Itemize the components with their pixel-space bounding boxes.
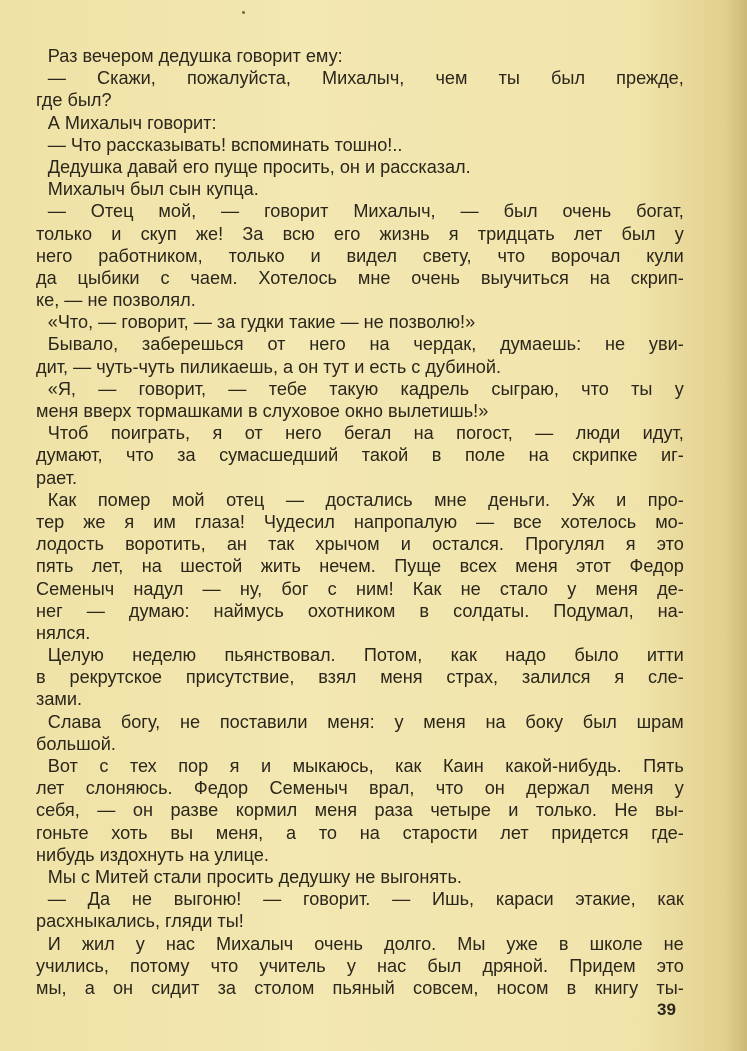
- paragraph: [36, 45, 697, 67]
- text-line: дит, — чуть-чуть пиликаешь, а он тут и есть с дубиной.: [36, 355, 502, 377]
- text-line: Бывало, заберешься от него на чердак, думаешь: не уви-: [47, 333, 684, 355]
- text-line: Раз вечером дедушка говорит ему:: [47, 45, 343, 66]
- paragraph: [36, 134, 697, 156]
- text-line: — Отец мой, — говорит Михалыч, — был очень богат,: [47, 200, 684, 222]
- page-body-text: [36, 45, 697, 999]
- text-line: Слава богу, не поставили меня: у меня на боку был шрам: [47, 710, 684, 732]
- paragraph: [36, 67, 697, 111]
- text-line: нибудь издохнуть на улице.: [36, 843, 269, 865]
- text-line: нег — думаю: наймусь охотником в солдаты. Подумал, на-: [36, 599, 684, 621]
- text-line: учились, потому что учитель у нас был дряной. Придем это: [36, 954, 684, 976]
- paragraph: [36, 489, 697, 644]
- paragraph: [36, 644, 697, 711]
- text-line: Вот с тех пор я и мыкаюсь, как Каин какой-нибудь. Пять: [47, 755, 684, 776]
- text-line: лет слоняюсь. Федор Семеныч врал, что он держал меня у: [36, 777, 684, 799]
- text-line: — Что рассказывать! вспоминать тошно!..: [47, 133, 403, 155]
- text-line: мы, а он сидит за столом пьяный совсем, носом в книгу ты-: [36, 976, 684, 998]
- text-line: ке, — не позволял.: [36, 289, 196, 311]
- text-line: «Я, — говорит, — тебе такую кадрель сыграю, что ты у: [47, 377, 684, 399]
- text-line: А Михалыч говорит:: [47, 111, 217, 133]
- paragraph: [36, 422, 697, 489]
- page-number: 39: [657, 1000, 676, 1019]
- paragraph: [36, 156, 697, 178]
- paragraph: [36, 866, 697, 888]
- paragraph: [36, 178, 697, 200]
- paragraph: [36, 200, 697, 311]
- paragraph: [36, 755, 697, 866]
- text-line: гоньте хоть вы меня, а то на старости лет придется где-: [36, 821, 684, 843]
- text-line: него работником, только и видел свету, что ворочал кули: [36, 244, 684, 266]
- text-line: Михалыч был сын купца.: [47, 178, 259, 200]
- text-line: только и скуп же! За всю его жизнь я тридцать лет был у: [36, 222, 684, 244]
- paragraph: [36, 378, 697, 422]
- text-line: — Скажи, пожалуйста, Михалыч, чем ты был прежде,: [47, 67, 684, 89]
- text-line: где был?: [36, 89, 112, 111]
- text-line: пять лет, на шестой жить нечем. Пуще всех меня этот Федор: [36, 555, 684, 577]
- paragraph: [36, 933, 697, 1000]
- text-line: себя, — он разве кормил меня раза четыре и только. Не вы-: [36, 799, 684, 821]
- scan-speck: [242, 11, 245, 14]
- text-line: меня вверх тормашками в слуховое окно вылетишь!»: [36, 400, 489, 421]
- text-line: Как помер мой отец — достались мне деньги. Уж и про-: [47, 488, 684, 510]
- text-line: да цыбики с чаем. Хотелось мне очень выучиться на скрип-: [36, 266, 684, 288]
- text-line: зами.: [36, 688, 83, 710]
- text-line: нялся.: [36, 621, 91, 643]
- paragraph: [36, 333, 697, 377]
- text-line: Семеныч надул — ну, бог с ним! Как не стало у меня де-: [36, 577, 684, 599]
- text-line: тер же я им глаза! Чудесил напропалую — все хотелось мо-: [36, 510, 684, 532]
- text-line: Чтоб поиграть, я от него бегал на погост, — люди идут,: [47, 422, 684, 444]
- text-line: — Да не выгоню! — говорит. — Ишь, караси этакие, как: [47, 888, 684, 910]
- text-line: И жил у нас Михалыч очень долго. Мы уже в школе не: [47, 932, 684, 954]
- text-line: Целую неделю пьянствовал. Потом, как надо было итти: [47, 644, 684, 666]
- text-line: «Что, — говорит, — за гудки такие — не позволю!»: [47, 311, 476, 333]
- text-line: лодость воротить, ан так хрычом и остался. Прогулял я это: [36, 533, 684, 555]
- text-line: в рекрутское присутствие, взял меня страх, залился я сле-: [36, 666, 684, 688]
- paragraph: [36, 711, 697, 755]
- text-line: думают, что за сумасшедший такой в поле на скрипке иг-: [36, 444, 684, 466]
- text-line: рает.: [36, 466, 77, 488]
- paragraph: [36, 311, 697, 333]
- text-line: расхныкались, гляди ты!: [36, 910, 244, 932]
- paragraph: [36, 888, 697, 932]
- text-line: Дедушка давай его пуще просить, он и рассказал.: [47, 155, 471, 177]
- paragraph: [36, 112, 697, 134]
- text-line: Мы с Митей стали просить дедушку не выгонять.: [47, 865, 462, 887]
- text-line: большой.: [36, 732, 116, 754]
